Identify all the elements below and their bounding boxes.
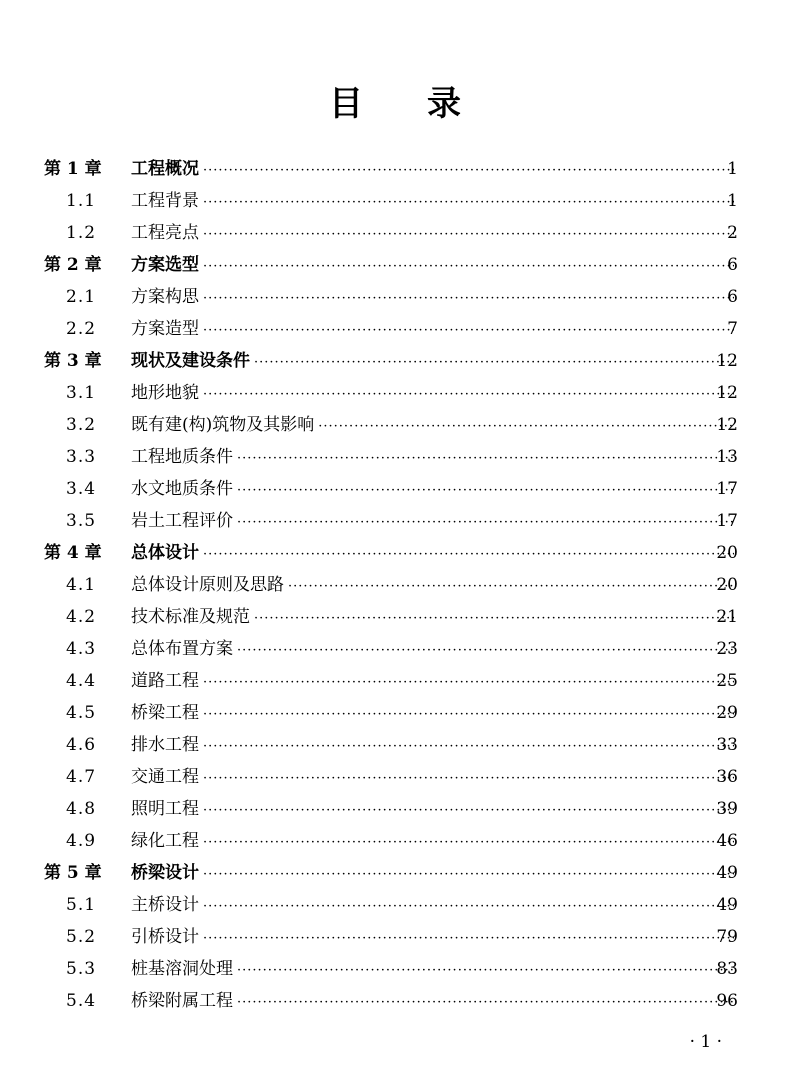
dot-leader <box>203 699 734 731</box>
toc-entry-number: 3.5 <box>66 511 97 531</box>
toc-entry-title: 引桥设计 <box>131 927 199 947</box>
toc-entry[interactable] <box>0 697 790 729</box>
toc-entry-page: 20 <box>716 543 738 563</box>
toc-entry-title: 桩基溶洞处理 <box>131 959 233 979</box>
toc-entry[interactable] <box>0 409 790 441</box>
dot-leader <box>203 219 734 251</box>
dot-leader <box>237 955 734 987</box>
toc-entry-page: 23 <box>716 639 738 659</box>
dot-leader <box>203 731 734 763</box>
toc-entry-title: 桥梁设计 <box>131 863 199 883</box>
dot-leader <box>237 507 734 539</box>
toc-entry-number: 第 2 章 <box>44 255 102 275</box>
dot-leader <box>203 251 734 283</box>
toc-entry-number: 3.3 <box>66 447 97 467</box>
toc-entry-page: 36 <box>716 767 738 787</box>
toc-entry-title: 既有建(构)筑物及其影响 <box>131 415 315 435</box>
toc-entry[interactable] <box>0 153 790 185</box>
toc-entry-title: 方案选型 <box>131 255 199 275</box>
toc-entry[interactable] <box>0 473 790 505</box>
toc-entry-number: 5.4 <box>66 991 97 1011</box>
dot-leader <box>237 475 734 507</box>
toc-entry-title: 工程亮点 <box>131 223 199 243</box>
toc-entry-page: 20 <box>716 575 738 595</box>
toc-entry-page: 96 <box>716 991 738 1011</box>
toc-entry[interactable] <box>0 441 790 473</box>
toc-entry-title: 照明工程 <box>131 799 199 819</box>
toc-entry[interactable] <box>0 601 790 633</box>
toc-entry-title: 工程背景 <box>131 191 199 211</box>
dot-leader <box>203 923 734 955</box>
toc-entry-page: 13 <box>716 447 738 467</box>
toc-entry[interactable] <box>0 761 790 793</box>
toc-entry-title: 主桥设计 <box>131 895 199 915</box>
dot-leader <box>254 347 734 379</box>
toc-entry-title: 排水工程 <box>131 735 199 755</box>
toc-entry-number: 4.3 <box>66 639 97 659</box>
toc-entry-title: 道路工程 <box>131 671 199 691</box>
toc-entry-page: 25 <box>716 671 738 691</box>
toc-entry-number: 4.1 <box>66 575 97 595</box>
toc-entry[interactable] <box>0 249 790 281</box>
toc-entry-number: 5.3 <box>66 959 97 979</box>
toc-entry-number: 4.2 <box>66 607 97 627</box>
dot-leader <box>237 987 734 1019</box>
toc-entry-page: 6 <box>727 287 738 307</box>
toc-entry-page: 21 <box>716 607 738 627</box>
toc-entry[interactable] <box>0 313 790 345</box>
toc-entry[interactable] <box>0 633 790 665</box>
toc-entry-number: 4.7 <box>66 767 97 787</box>
toc-entry-page: 33 <box>716 735 738 755</box>
toc-entry-page: 6 <box>727 255 738 275</box>
title-char-2: 录 <box>427 84 461 124</box>
toc-entry[interactable] <box>0 729 790 761</box>
toc-entry-number: 第 1 章 <box>44 159 102 179</box>
toc-entry-title: 水文地质条件 <box>131 479 233 499</box>
toc-entry-title: 岩土工程评价 <box>131 511 233 531</box>
toc-entry[interactable] <box>0 921 790 953</box>
toc-entry[interactable] <box>0 569 790 601</box>
dot-leader <box>237 635 734 667</box>
dot-leader <box>203 763 734 795</box>
toc-entry-title: 绿化工程 <box>131 831 199 851</box>
toc-entry-page: 39 <box>716 799 738 819</box>
toc-entry[interactable] <box>0 377 790 409</box>
toc-entry-page: 17 <box>716 479 738 499</box>
dot-leader <box>203 539 734 571</box>
toc-entry-title: 工程概况 <box>131 159 199 179</box>
dot-leader <box>318 411 734 443</box>
toc-entry-page: 49 <box>716 863 738 883</box>
dot-leader <box>288 571 734 603</box>
toc-entry-page: 1 <box>727 191 738 211</box>
toc-entry-title: 桥梁工程 <box>131 703 199 723</box>
toc-entry-title: 方案构思 <box>131 287 199 307</box>
table-of-contents <box>0 153 790 1017</box>
toc-entry-title: 总体设计原则及思路 <box>131 575 284 595</box>
toc-entry-number: 3.4 <box>66 479 97 499</box>
toc-entry-number: 1.2 <box>66 223 97 243</box>
toc-entry[interactable] <box>0 345 790 377</box>
toc-entry-page: 1 <box>727 159 738 179</box>
toc-entry[interactable] <box>0 665 790 697</box>
toc-entry-number: 4.6 <box>66 735 97 755</box>
toc-entry[interactable] <box>0 217 790 249</box>
dot-leader <box>203 859 734 891</box>
dot-leader <box>203 155 734 187</box>
toc-entry-title: 工程地质条件 <box>131 447 233 467</box>
dot-leader <box>203 283 734 315</box>
toc-entry-page: 7 <box>727 319 738 339</box>
toc-entry-page: 79 <box>716 927 738 947</box>
toc-entry-title: 总体布置方案 <box>131 639 233 659</box>
toc-entry-page: 2 <box>727 223 738 243</box>
toc-entry-page: 12 <box>716 383 738 403</box>
toc-entry-number: 2.2 <box>66 319 97 339</box>
toc-entry-number: 第 4 章 <box>44 543 102 563</box>
toc-entry-number: 5.2 <box>66 927 97 947</box>
toc-entry[interactable] <box>0 793 790 825</box>
dot-leader <box>203 667 734 699</box>
dot-leader <box>254 603 734 635</box>
toc-entry-page: 49 <box>716 895 738 915</box>
toc-entry[interactable] <box>0 281 790 313</box>
dot-leader <box>203 315 734 347</box>
page-number-footer: · 1 · <box>689 1032 722 1052</box>
dot-leader <box>203 827 734 859</box>
toc-entry-page: 17 <box>716 511 738 531</box>
toc-entry-title: 总体设计 <box>131 543 199 563</box>
dot-leader <box>203 795 734 827</box>
toc-entry-number: 3.1 <box>66 383 97 403</box>
toc-entry-number: 第 5 章 <box>44 863 102 883</box>
toc-entry-number: 4.8 <box>66 799 97 819</box>
toc-entry-number: 4.4 <box>66 671 97 691</box>
toc-entry[interactable] <box>0 537 790 569</box>
dot-leader <box>203 891 734 923</box>
toc-entry-number: 第 3 章 <box>44 351 102 371</box>
toc-entry-page: 29 <box>716 703 738 723</box>
toc-entry-page: 83 <box>716 959 738 979</box>
toc-entry-page: 12 <box>716 351 738 371</box>
toc-entry-number: 4.9 <box>66 831 97 851</box>
toc-entry-title: 地形地貌 <box>131 383 199 403</box>
toc-entry[interactable] <box>0 953 790 985</box>
title-char-1: 目 <box>329 84 363 124</box>
toc-entry-title: 交通工程 <box>131 767 199 787</box>
dot-leader <box>237 443 734 475</box>
toc-entry-number: 3.2 <box>66 415 97 435</box>
toc-entry-page: 12 <box>716 415 738 435</box>
toc-entry[interactable] <box>0 985 790 1017</box>
toc-entry-title: 方案造型 <box>131 319 199 339</box>
toc-entry-number: 1.1 <box>66 191 97 211</box>
toc-entry[interactable] <box>0 857 790 889</box>
toc-entry[interactable] <box>0 889 790 921</box>
toc-entry-title: 桥梁附属工程 <box>131 991 233 1011</box>
dot-leader <box>203 187 734 219</box>
toc-entry-number: 4.5 <box>66 703 97 723</box>
toc-entry-page: 46 <box>716 831 738 851</box>
toc-entry-title: 技术标准及规范 <box>131 607 250 627</box>
toc-entry[interactable] <box>0 825 790 857</box>
toc-entry-title: 现状及建设条件 <box>131 351 250 371</box>
toc-entry-number: 2.1 <box>66 287 97 307</box>
toc-entry[interactable] <box>0 185 790 217</box>
toc-entry-number: 5.1 <box>66 895 97 915</box>
dot-leader <box>203 379 734 411</box>
page-title <box>0 76 790 125</box>
toc-entry[interactable] <box>0 505 790 537</box>
